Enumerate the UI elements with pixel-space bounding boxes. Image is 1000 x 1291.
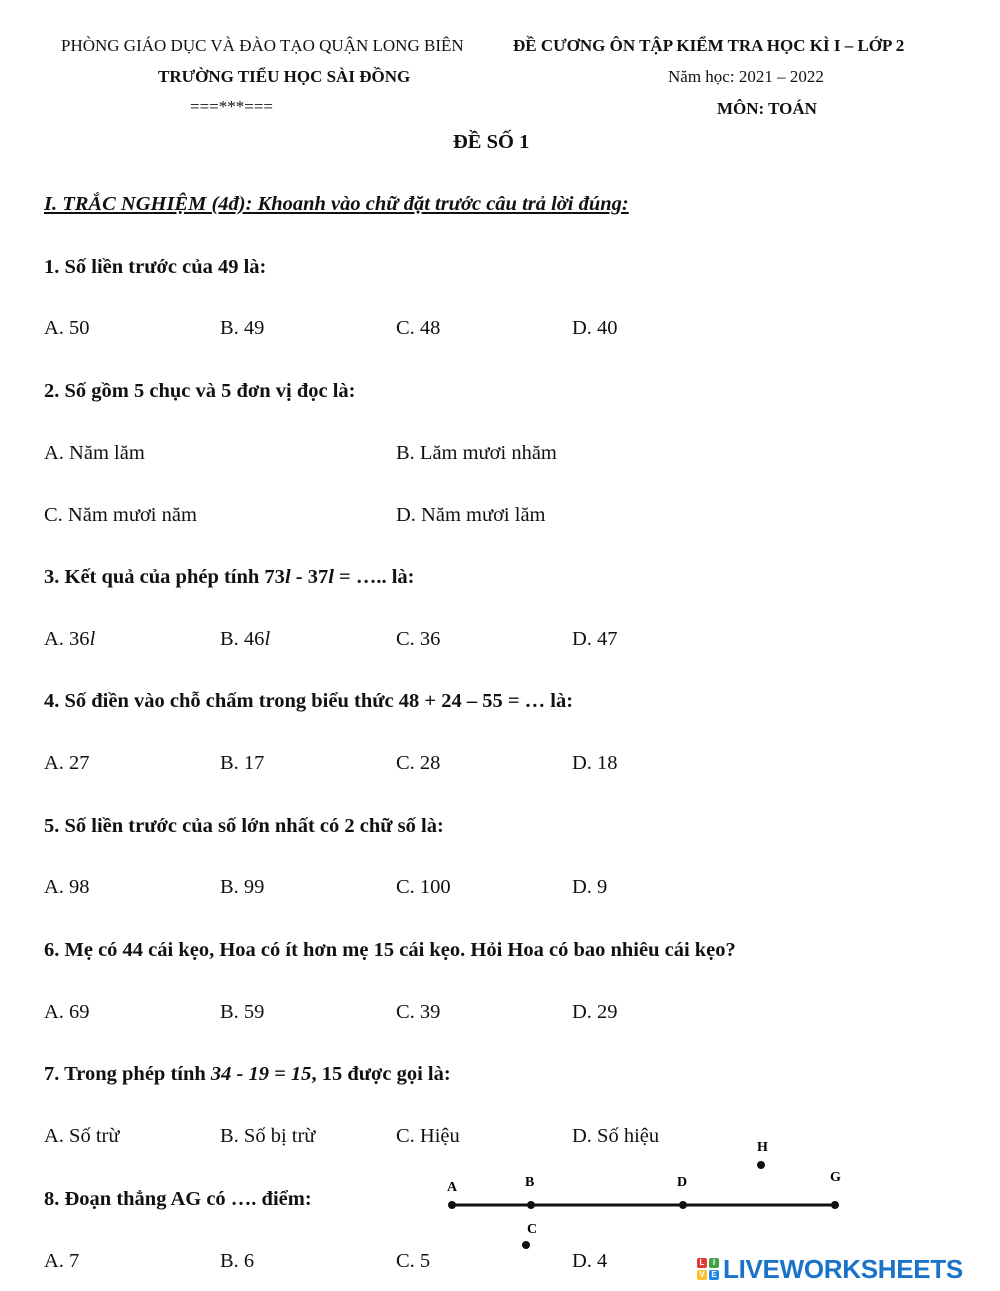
q8-option-c[interactable]: C. 5 <box>396 1250 431 1272</box>
label-b: B <box>525 1175 535 1190</box>
q3-option-b[interactable]: B. 46l <box>220 628 271 650</box>
question-3: 3. Kết quả của phép tính 73l - 37l = ….. là: <box>44 566 415 588</box>
q3-option-a[interactable]: A. 36l <box>44 628 96 650</box>
q2-option-d[interactable]: D. Năm mươi lăm <box>396 504 546 526</box>
header-separator: ===***=== <box>190 97 274 116</box>
q4-option-d[interactable]: D. 18 <box>572 752 618 774</box>
q4-option-b[interactable]: B. 17 <box>220 752 265 774</box>
q5-option-b[interactable]: B. 99 <box>220 876 265 898</box>
label-g: G <box>830 1170 841 1185</box>
liveworksheets-logo-icon <box>697 1258 719 1280</box>
question-6: 6. Mẹ có 44 cái kẹo, Hoa có ít hơn mẹ 15 cái kẹo. Hỏi Hoa có bao nhiêu cái kẹo? <box>44 939 736 961</box>
exam-title: ĐỀ CƯƠNG ÔN TẬP KIỂM TRA HỌC KÌ I – LỚP 2 <box>513 36 905 55</box>
q6-option-d[interactable]: D. 29 <box>572 1001 618 1023</box>
question-4: 4. Số điền vào chỗ chấm trong biểu thức 48 + 24 – 55 = … là: <box>44 690 574 712</box>
q5-option-a[interactable]: A. 98 <box>44 876 90 898</box>
question-5: 5. Số liền trước của số lớn nhất có 2 chữ số là: <box>44 815 444 837</box>
section-title: I. TRẮC NGHIỆM (4đ): Khoanh vào chữ đặt trước câu trả lời đúng: <box>44 193 629 215</box>
q7-option-c[interactable]: C. Hiệu <box>396 1125 460 1147</box>
liveworksheets-watermark <box>697 1252 963 1286</box>
q6-option-a[interactable]: A. 69 <box>44 1001 90 1023</box>
subject: MÔN: TOÁN <box>717 99 817 118</box>
point-b <box>527 1201 535 1209</box>
q5-option-c[interactable]: C. 100 <box>396 876 451 898</box>
point-g <box>831 1201 839 1209</box>
q8-option-d[interactable]: D. 4 <box>572 1250 608 1272</box>
school-name: TRƯỜNG TIỂU HỌC SÀI ĐỒNG <box>158 67 411 86</box>
q1-option-c[interactable]: C. 48 <box>396 317 441 339</box>
q7-option-b[interactable]: B. Số bị trừ <box>220 1125 316 1147</box>
line-segment-figure <box>430 1130 860 1260</box>
q1-option-d[interactable]: D. 40 <box>572 317 618 339</box>
point-h <box>757 1161 765 1169</box>
q7-option-a[interactable]: A. Số trừ <box>44 1125 120 1147</box>
q2-option-a[interactable]: A. Năm lăm <box>44 442 145 464</box>
question-8: 8. Đoạn thẳng AG có …. điểm: <box>44 1188 312 1210</box>
question-2: 2. Số gồm 5 chục và 5 đơn vị đọc là: <box>44 380 356 402</box>
q5-option-d[interactable]: D. 9 <box>572 876 608 898</box>
point-d <box>679 1201 687 1209</box>
q2-option-b[interactable]: B. Lăm mươi nhăm <box>396 442 557 464</box>
question-1: 1. Số liền trước của 49 là: <box>44 256 267 278</box>
q8-option-b[interactable]: B. 6 <box>220 1250 255 1272</box>
q6-option-b[interactable]: B. 59 <box>220 1001 265 1023</box>
label-h: H <box>757 1140 768 1155</box>
exam-number: ĐỀ SỐ 1 <box>453 131 530 153</box>
q4-option-c[interactable]: C. 28 <box>396 752 441 774</box>
logo-tile-l: L <box>697 1258 707 1268</box>
label-a: A <box>447 1180 458 1195</box>
logo-tile-e: E <box>709 1270 719 1280</box>
department-name: PHÒNG GIÁO DỤC VÀ ĐÀO TẠO QUẬN LONG BIÊN <box>61 36 464 55</box>
q2-option-c[interactable]: C. Năm mươi năm <box>44 504 197 526</box>
q3-option-c[interactable]: C. 36 <box>396 628 441 650</box>
q3-option-d[interactable]: D. 47 <box>572 628 618 650</box>
point-a <box>448 1201 456 1209</box>
label-c: C <box>527 1222 538 1237</box>
logo-tile-v: V <box>697 1270 707 1280</box>
q7-option-d[interactable]: D. Số hiệu <box>572 1125 660 1147</box>
label-d: D <box>677 1175 688 1190</box>
q1-option-b[interactable]: B. 49 <box>220 317 265 339</box>
q4-option-a[interactable]: A. 27 <box>44 752 90 774</box>
q8-option-a[interactable]: A. 7 <box>44 1250 80 1272</box>
point-c <box>522 1241 530 1249</box>
q1-option-a[interactable]: A. 50 <box>44 317 90 339</box>
logo-tile-i: I <box>709 1258 719 1268</box>
watermark-text: LIVEWORKSHEETS <box>723 1253 963 1284</box>
question-7: 7. Trong phép tính 34 - 19 = 15, 15 được gọi là: <box>44 1063 451 1085</box>
q6-option-c[interactable]: C. 39 <box>396 1001 441 1023</box>
school-year: Năm học: 2021 – 2022 <box>668 67 824 86</box>
